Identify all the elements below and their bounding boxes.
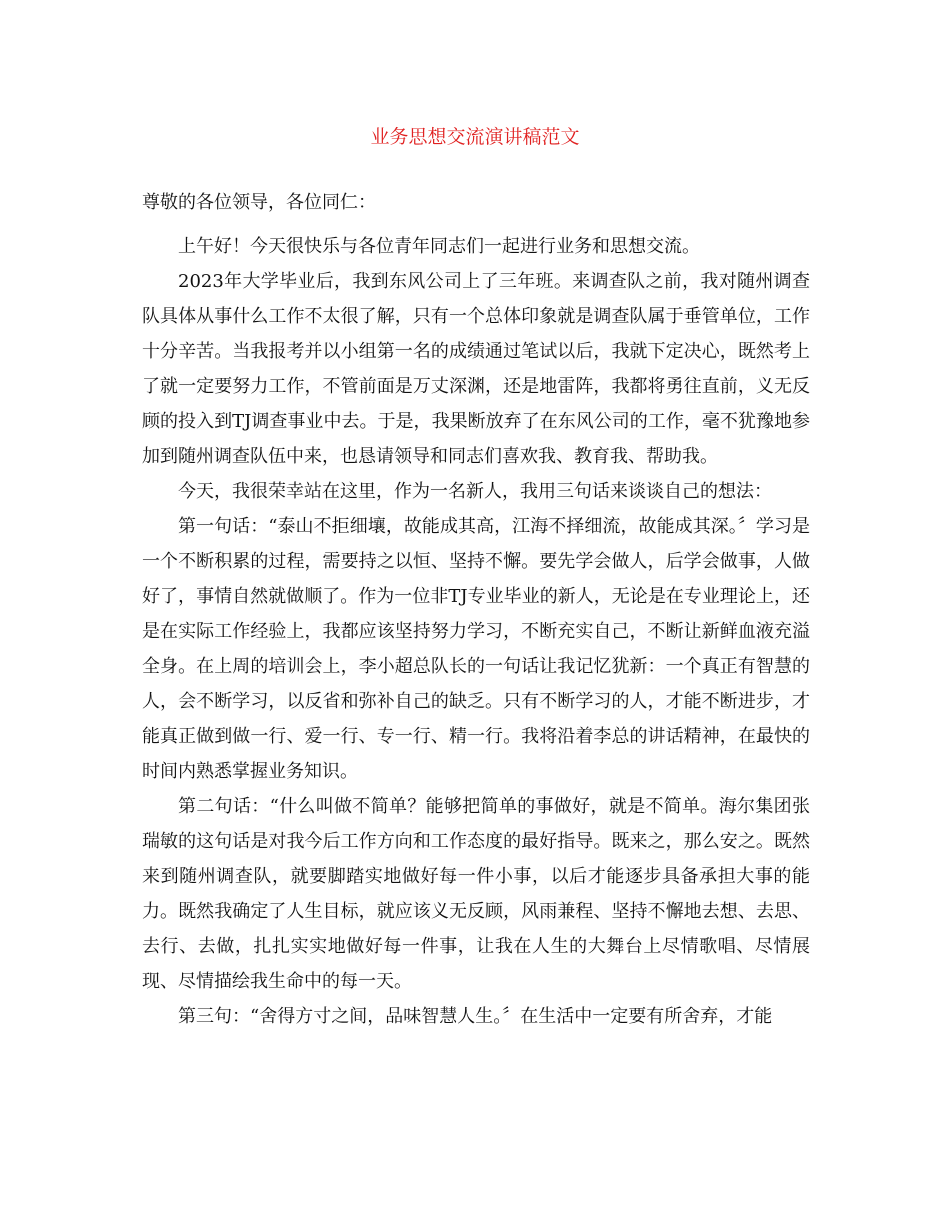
- paragraph-intro-three-sentences: 今天，我很荣幸站在这里，作为一名新人，我用三句话来谈谈自己的想法：: [178, 481, 772, 502]
- paragraph-second-sentence: 第二句话：“什么叫做不简单？能够把简单的事做好，就是不简单。海尔集团张瑞敏的这句话是对我今后工作方向和工作态度的最好指导。既来之，那么安之。既然来到随州调查队，就要脚踏实地做好每一件小事，以后才能逐步具备承担大事的能力。既然我确定了人生目标，就应该义无反顾，风雨兼程、坚持不懈地去想、去思、去行、去做，扎扎实实地做好每一件事，让我在人生的大舞台上尽情歌唱、尽情展现、尽情描绘我生命中的每一天。: [142, 796, 810, 992]
- salutation: 尊敬的各位领导，各位同仁：: [142, 192, 376, 213]
- document-body: [142, 229, 810, 1034]
- paragraph-greeting: 上午好！今天很快乐与各位青年同志们一起进行业务和思想交流。: [178, 236, 700, 257]
- paragraph-third-sentence: 第三句：“舍得方寸之间，品味智慧人生。〞在生活中一定要有所舍弃，才能: [178, 1006, 773, 1027]
- document-title: 业务思想交流演讲稿范文: [370, 126, 580, 148]
- paragraph-background: 2023年大学毕业后，我到东风公司上了三年班。来调查队之前，我对随州调查队具体从事什么工作不太很了解，只有一个总体印象就是调查队属于垂管单位，工作十分辛苦。当我报考并以小组第一名的成绩通过笔试以后，我就下定决心，既然考上了就一定要努力工作，不管前面是万丈深渊，还是地雷阵，我都将勇往直前，义无反顾的投入到TJ调查事业中去。于是，我果断放弃了在东风公司的工作，毫不犹豫地参加到随州调查队伍中来，也恳请领导和同志们喜欢我、教育我、帮助我。: [142, 271, 810, 467]
- paragraph-first-sentence: 第一句话：“泰山不拒细壤，故能成其高，江海不择细流，故能成其深。〞学习是一个不断积累的过程，需要持之以恒、坚持不懈。要先学会做人，后学会做事，人做好了，事情自然就做顺了。作为一位非TJ专业毕业的新人，无论是在专业理论上，还是在实际工作经验上，我都应该坚持努力学习，不断充实自己，不断让新鲜血液充溢全身。在上周的培训会上，李小超总队长的一句话让我记忆犹新：一个真正有智慧的人，会不断学习，以反省和弥补自己的缺乏。只有不断学习的人，才能不断进步，才能真正做到做一行、爱一行、专一行、精一行。我将沿着李总的讲话精神，在最快的时间内熟悉掌握业务知识。: [142, 516, 810, 782]
